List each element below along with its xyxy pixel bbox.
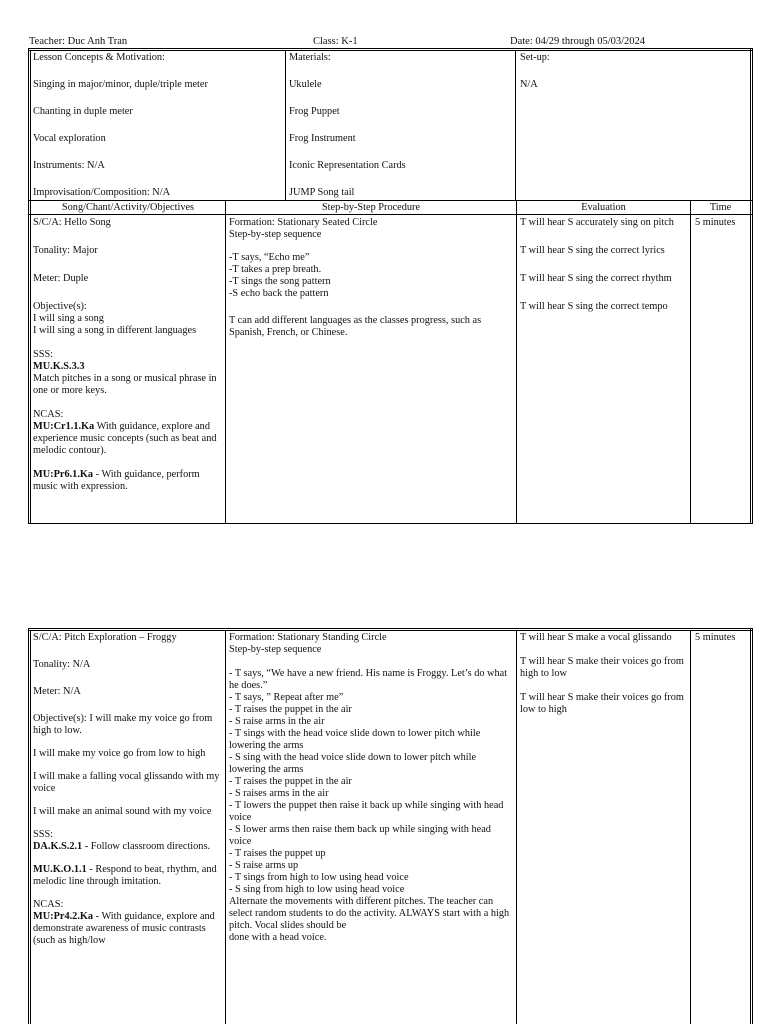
objective-item: I will make an animal sound with my voice bbox=[33, 806, 212, 817]
procedure-step: - S raises arms in the air bbox=[229, 788, 329, 799]
sss-standard bbox=[33, 361, 223, 373]
ncas-code: MU:Cr1.1.Ka bbox=[33, 421, 95, 432]
col-header-time: Time bbox=[709, 202, 732, 213]
row1-evaluation-cell bbox=[520, 217, 688, 313]
col-header-procedure: Step-by-Step Procedure bbox=[321, 202, 421, 213]
evaluation-item: T will hear S make their voices go from high to low bbox=[520, 656, 684, 679]
evaluation-item: T will hear S sing the correct rhythm bbox=[520, 273, 672, 284]
material-item: Ukulele bbox=[289, 79, 322, 90]
procedure-step: - S lower arms then raise them back up while singing with head voice bbox=[229, 824, 491, 847]
meter: Meter: Duple bbox=[33, 273, 89, 284]
procedure-step: - S raise arms in the air bbox=[229, 716, 325, 727]
date-range: Date: 04/29 through 05/03/2024 bbox=[510, 36, 646, 47]
ncas-text: With guidance, explore and experience music concepts (such as beat and melodic contour). bbox=[33, 421, 217, 456]
tonality: Tonality: N/A bbox=[33, 659, 91, 670]
objectives-label: Objective(s): bbox=[33, 301, 87, 312]
row1-time-cell: 5 minutes bbox=[695, 217, 736, 228]
evaluation-item: T will hear S sing the correct tempo bbox=[520, 301, 668, 312]
ncas-label: NCAS: bbox=[33, 899, 64, 910]
col-header-evaluation: Evaluation bbox=[581, 202, 626, 213]
ncas-label: NCAS: bbox=[33, 409, 64, 420]
objective-item: I will make a falling vocal glissando with my voice bbox=[33, 771, 220, 794]
sequence-label: Step-by-step sequence bbox=[229, 644, 322, 655]
row2-time-cell: 5 minutes bbox=[695, 632, 736, 643]
sss-text: Match pitches in a song or musical phrase in one or more keys. bbox=[33, 373, 217, 396]
procedure-step: - T raises the puppet in the air bbox=[229, 704, 352, 715]
meter: Meter: N/A bbox=[33, 686, 81, 697]
sss-code: MU.K.O.1.1 bbox=[33, 864, 87, 875]
materials-title: Materials: bbox=[289, 52, 331, 63]
activity-title: S/C/A: Hello Song bbox=[33, 217, 111, 228]
material-item: Iconic Representation Cards bbox=[289, 160, 406, 171]
procedure-step: - S sing with the head voice slide down to lower pitch while lowering the arms bbox=[229, 752, 477, 775]
objective-item: Objective(s): I will make my voice go from high to low. bbox=[33, 713, 213, 736]
concept-item: Vocal exploration bbox=[33, 133, 106, 144]
formation: Formation: Stationary Seated Circle bbox=[229, 217, 378, 228]
sss-standard bbox=[33, 864, 223, 888]
activity-title: S/C/A: Pitch Exploration – Froggy bbox=[33, 632, 177, 643]
procedure-step: -S echo back the pattern bbox=[229, 288, 329, 299]
procedure-intro: - T says, “We have a new friend. His name is Froggy. Let’s do what he does.” bbox=[229, 668, 508, 691]
procedure-step: -T says, “Echo me” bbox=[229, 252, 310, 263]
concept-item: Chanting in duple meter bbox=[33, 106, 133, 117]
sss-code: MU.K.S.3.3 bbox=[33, 361, 85, 372]
procedure-step: -T sings the song pattern bbox=[229, 276, 331, 287]
evaluation-item: T will hear S make their voices go from low to high bbox=[520, 692, 684, 715]
row2-procedure-cell bbox=[229, 632, 513, 944]
procedure-closing: Alternate the movements with different pitches. The teacher can select random students to do the activity. ALWAYS start with a high pitch. Vocal slides should be bbox=[229, 896, 510, 931]
row1-activity-cell bbox=[33, 217, 223, 493]
procedure-step: - S sing from high to low using head voice bbox=[229, 884, 405, 895]
procedure-step: - T says, ” Repeat after me” bbox=[229, 692, 344, 703]
sss-text: - Follow classroom directions. bbox=[82, 841, 211, 852]
evaluation-item: T will hear S sing the correct lyrics bbox=[520, 245, 665, 256]
setup-title: Set-up: bbox=[520, 52, 550, 63]
materials-cell bbox=[289, 52, 511, 199]
row2-activity-cell bbox=[33, 632, 223, 947]
concept-item: Improvisation/Composition: N/A bbox=[33, 187, 171, 198]
formation: Formation: Stationary Standing Circle bbox=[229, 632, 387, 643]
ncas-text: - With guidance, perform music with expression. bbox=[33, 469, 200, 492]
procedure-step: - T raises the puppet up bbox=[229, 848, 326, 859]
procedure-step: - T lowers the puppet then raise it back up while singing with head voice bbox=[229, 800, 504, 823]
ncas-text: - With guidance, explore and demonstrate awareness of music contrasts (such as high/low bbox=[33, 911, 215, 946]
ncas-standard bbox=[33, 421, 223, 457]
procedure-note: T can add different languages as the classes progress, such as Spanish, French, or Chinese. bbox=[229, 315, 482, 338]
procedure-step: - T sings with the head voice slide down to lower pitch while lowering the arms bbox=[229, 728, 481, 751]
lesson-concepts-cell bbox=[33, 52, 283, 199]
procedure-step: - T sings from high to low using head voice bbox=[229, 872, 409, 883]
ncas-standard bbox=[33, 911, 223, 947]
procedure-closing: done with a head voice. bbox=[229, 932, 327, 943]
sss-label: SSS: bbox=[33, 349, 54, 360]
tonality: Tonality: Major bbox=[33, 245, 98, 256]
evaluation-item: T will hear S accurately sing on pitch bbox=[520, 217, 674, 228]
sss-text: - Respond to beat, rhythm, and melodic line through imitation. bbox=[33, 864, 217, 887]
procedure-step: - T raises the puppet in the air bbox=[229, 776, 352, 787]
material-item: Frog Instrument bbox=[289, 133, 356, 144]
sss-label: SSS: bbox=[33, 829, 54, 840]
evaluation-item: T will hear S make a vocal glissando bbox=[520, 632, 672, 643]
col-header-activity: Song/Chant/Activity/Objectives bbox=[61, 202, 195, 213]
row2-evaluation-cell bbox=[520, 632, 688, 716]
objective-item: I will make my voice go from low to high bbox=[33, 748, 206, 759]
material-item: Frog Puppet bbox=[289, 106, 340, 117]
objective-item: I will sing a song in different languages bbox=[33, 325, 197, 336]
ncas-standard bbox=[33, 469, 223, 493]
objective-item: I will sing a song bbox=[33, 313, 104, 324]
lesson-concepts-title: Lesson Concepts & Motivation: bbox=[33, 52, 165, 63]
row1-procedure-cell bbox=[229, 217, 513, 339]
teacher-name: Teacher: Duc Anh Tran bbox=[29, 36, 128, 47]
ncas-code: MU:Pr4.2.Ka bbox=[33, 911, 94, 922]
setup-value: N/A bbox=[520, 79, 538, 90]
class-label: Class: K-1 bbox=[313, 36, 358, 47]
concept-item: Singing in major/minor, duple/triple meter bbox=[33, 79, 208, 90]
ncas-code: MU:Pr6.1.Ka bbox=[33, 469, 94, 480]
material-item: JUMP Song tail bbox=[289, 187, 355, 198]
procedure-step: - S raise arms up bbox=[229, 860, 299, 871]
sss-code: DA.K.S.2.1 bbox=[33, 841, 83, 852]
setup-cell bbox=[520, 52, 745, 91]
concept-item: Instruments: N/A bbox=[33, 160, 105, 171]
procedure-step: -T takes a prep breath. bbox=[229, 264, 322, 275]
sss-standard bbox=[33, 841, 223, 853]
sequence-label: Step-by-step sequence bbox=[229, 229, 322, 240]
